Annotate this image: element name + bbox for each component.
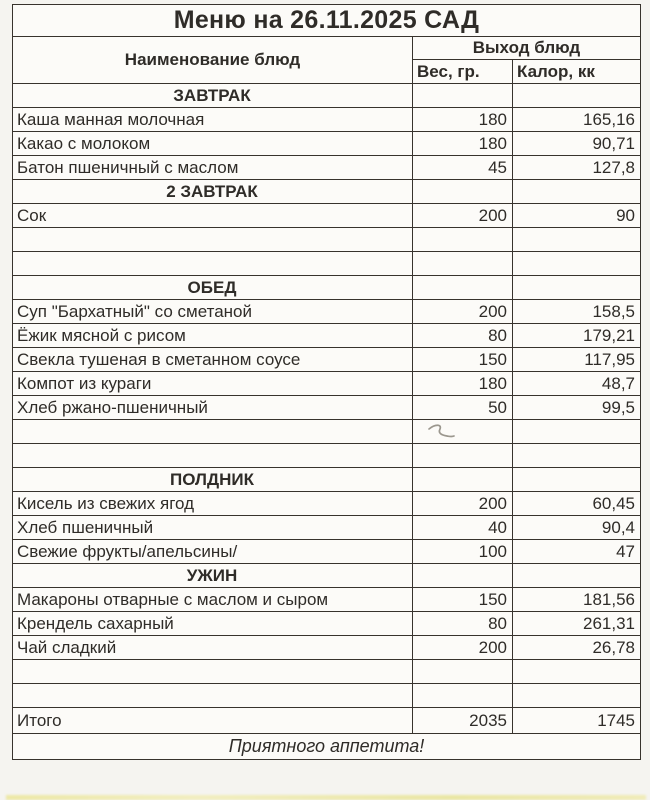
weight-cell: 150	[413, 348, 513, 372]
weight-cell	[413, 84, 513, 108]
table-row-item	[13, 396, 641, 420]
weight-cell: 50	[413, 396, 513, 420]
table-row-section	[13, 468, 641, 492]
weight-cell: 200	[413, 636, 513, 660]
table-row-item	[13, 516, 641, 540]
dish-name-cell: Крендель сахарный	[13, 612, 413, 636]
table-row-item	[13, 492, 641, 516]
calories-cell	[513, 228, 641, 252]
empty-name-cell	[13, 420, 413, 444]
table-row-total	[13, 708, 641, 734]
calories-cell	[513, 420, 641, 444]
empty-name-cell	[13, 252, 413, 276]
calories-cell: 117,95	[513, 348, 641, 372]
calories-cell: 60,45	[513, 492, 641, 516]
calories-cell	[513, 180, 641, 204]
dish-name-cell: Свекла тушеная в сметанном соусе	[13, 348, 413, 372]
total-calories-cell: 1745	[513, 708, 641, 734]
calories-cell	[513, 564, 641, 588]
weight-cell: 80	[413, 612, 513, 636]
table-row-section	[13, 276, 641, 300]
calories-cell	[513, 276, 641, 300]
weight-cell: 80	[413, 324, 513, 348]
footer-row	[13, 734, 641, 760]
calories-cell: 158,5	[513, 300, 641, 324]
weight-cell	[413, 444, 513, 468]
table-row-empty	[13, 228, 641, 252]
dish-name-cell: Хлеб ржано-пшеничный	[13, 396, 413, 420]
pen-mark-icon	[425, 423, 459, 441]
calories-cell: 179,21	[513, 324, 641, 348]
calories-cell: 26,78	[513, 636, 641, 660]
empty-name-cell	[13, 444, 413, 468]
dish-name-cell: Чай сладкий	[13, 636, 413, 660]
dish-name-cell: Кисель из свежих ягод	[13, 492, 413, 516]
total-weight-cell: 2035	[413, 708, 513, 734]
table-row-empty	[13, 444, 641, 468]
calories-cell: 90,71	[513, 132, 641, 156]
dish-name-cell: Какао с молоком	[13, 132, 413, 156]
empty-name-cell	[13, 228, 413, 252]
table-row-item	[13, 372, 641, 396]
table-row-empty	[13, 252, 641, 276]
weight-cell	[413, 228, 513, 252]
calories-cell	[513, 444, 641, 468]
weight-cell: 100	[413, 540, 513, 564]
table-row-item	[13, 204, 641, 228]
table-row-item	[13, 108, 641, 132]
section-header-cell: УЖИН	[13, 564, 413, 588]
weight-cell: 180	[413, 372, 513, 396]
dish-name-cell: Каша манная молочная	[13, 108, 413, 132]
table-row-item	[13, 132, 641, 156]
dish-name-cell: Батон пшеничный с маслом	[13, 156, 413, 180]
calories-cell: 90	[513, 204, 641, 228]
calories-cell	[513, 468, 641, 492]
scan-edge-artifact	[6, 795, 646, 800]
weight-cell	[413, 420, 513, 444]
table-row-item	[13, 300, 641, 324]
table-row-item	[13, 612, 641, 636]
table-row-item	[13, 588, 641, 612]
column-header-weight: Вес, гр.	[413, 60, 513, 84]
weight-cell: 200	[413, 204, 513, 228]
dish-name-cell: Ёжик мясной с рисом	[13, 324, 413, 348]
weight-cell: 200	[413, 492, 513, 516]
section-header-cell: ПОЛДНИК	[13, 468, 413, 492]
column-header-calories: Калор, кк	[513, 60, 641, 84]
empty-name-cell	[13, 660, 413, 684]
calories-cell: 48,7	[513, 372, 641, 396]
header-row-group	[13, 37, 641, 60]
dish-name-cell: Макароны отварные с маслом и сыром	[13, 588, 413, 612]
section-header-cell: ЗАВТРАК	[13, 84, 413, 108]
table-row-item	[13, 156, 641, 180]
weight-cell	[413, 468, 513, 492]
total-label-cell: Итого	[13, 708, 413, 734]
calories-cell	[513, 660, 641, 684]
table-row-item	[13, 348, 641, 372]
menu-table	[12, 4, 641, 760]
table-row-section	[13, 84, 641, 108]
calories-cell: 165,16	[513, 108, 641, 132]
weight-cell	[413, 276, 513, 300]
dish-name-cell: Суп "Бархатный" со сметаной	[13, 300, 413, 324]
calories-cell	[513, 84, 641, 108]
weight-cell	[413, 684, 513, 708]
weight-cell	[413, 180, 513, 204]
page-title: Меню на 26.11.2025 САД	[13, 5, 641, 37]
calories-cell: 181,56	[513, 588, 641, 612]
weight-cell	[413, 660, 513, 684]
calories-cell: 90,4	[513, 516, 641, 540]
calories-cell	[513, 684, 641, 708]
table-row-section	[13, 564, 641, 588]
weight-cell	[413, 252, 513, 276]
calories-cell: 127,8	[513, 156, 641, 180]
dish-name-cell: Хлеб пшеничный	[13, 516, 413, 540]
column-header-name: Наименование блюд	[13, 37, 413, 84]
calories-cell: 47	[513, 540, 641, 564]
column-header-group: Выход блюд	[413, 37, 641, 60]
weight-cell	[413, 564, 513, 588]
title-row	[13, 5, 641, 37]
dish-name-cell: Сок	[13, 204, 413, 228]
weight-cell: 45	[413, 156, 513, 180]
table-row-empty	[13, 684, 641, 708]
table-row-item	[13, 540, 641, 564]
table-row-item	[13, 324, 641, 348]
menu-table-body	[13, 84, 641, 734]
weight-cell: 200	[413, 300, 513, 324]
table-row-section	[13, 180, 641, 204]
calories-cell: 99,5	[513, 396, 641, 420]
table-row-item	[13, 636, 641, 660]
dish-name-cell: Компот из кураги	[13, 372, 413, 396]
calories-cell	[513, 252, 641, 276]
weight-cell: 40	[413, 516, 513, 540]
section-header-cell: ОБЕД	[13, 276, 413, 300]
table-row-empty	[13, 420, 641, 444]
footer-text: Приятного аппетита!	[13, 734, 641, 760]
weight-cell: 150	[413, 588, 513, 612]
empty-name-cell	[13, 684, 413, 708]
calories-cell: 261,31	[513, 612, 641, 636]
dish-name-cell: Свежие фрукты/апельсины/	[13, 540, 413, 564]
table-row-empty	[13, 660, 641, 684]
weight-cell: 180	[413, 108, 513, 132]
weight-cell: 180	[413, 132, 513, 156]
section-header-cell: 2 ЗАВТРАК	[13, 180, 413, 204]
